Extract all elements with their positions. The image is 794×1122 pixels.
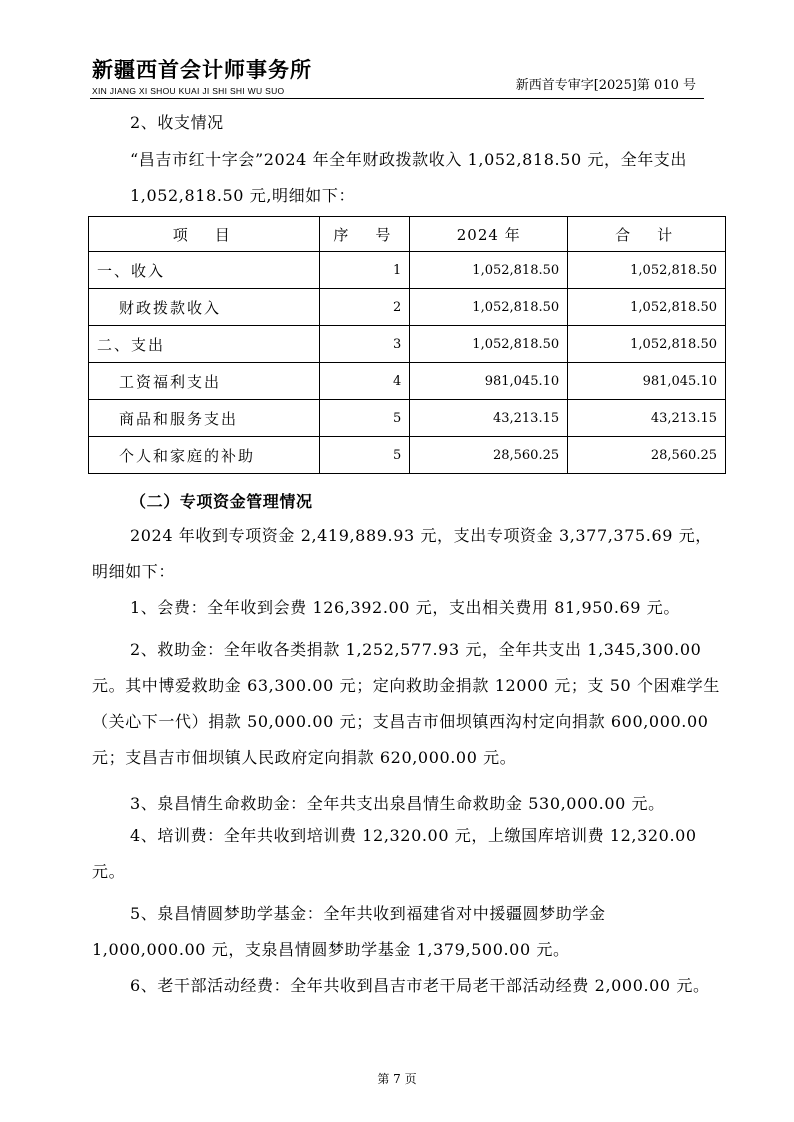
table-row xyxy=(89,437,726,474)
special-item-membership: 1、会费：全年收到会费 126,392.00 元，支出相关费用 81,950.69 元。 xyxy=(130,598,680,617)
table-header-row xyxy=(89,217,726,252)
row-total: 28,560.25 xyxy=(568,437,726,474)
row-seq: 5 xyxy=(320,437,410,474)
document-number: 新西首专审字[2025]第 010 号 xyxy=(515,78,696,93)
table-row xyxy=(89,326,726,363)
table-row xyxy=(89,289,726,326)
header-total: 合 计 xyxy=(568,217,726,252)
row-seq: 2 xyxy=(320,289,410,326)
row-item: 二、支出 xyxy=(89,326,320,363)
special-item-scholarship: 5、泉昌情圆梦助学基金：全年共收到福建省对中援疆圆梦助学金 1,000,000.00 元，支泉昌情圆梦助学基金 1,379,500.00 元。 xyxy=(92,904,606,959)
firm-header xyxy=(92,58,312,96)
row-seq: 4 xyxy=(320,363,410,400)
row-item: 个人和家庭的补助 xyxy=(89,437,320,474)
table-row xyxy=(89,252,726,289)
special-funds-heading: （二）专项资金管理情况 xyxy=(130,492,313,511)
row-2024: 28,560.25 xyxy=(410,437,568,474)
income-paragraph-text: “昌吉市红十字会”2024 年全年财政拨款收入 1,052,818.50 元，全年支出 1,052,818.50 元,明细如下： xyxy=(130,150,688,205)
row-total: 1,052,818.50 xyxy=(568,252,726,289)
income-paragraph xyxy=(92,142,758,214)
row-seq: 5 xyxy=(320,400,410,437)
income-expense-table xyxy=(88,216,726,474)
row-2024: 1,052,818.50 xyxy=(410,326,568,363)
special-item-training: 4、培训费：全年共收到培训费 12,320.00 元，上缴国库培训费 12,320.00 元。 xyxy=(92,826,697,881)
special-funds-intro: 2024 年收到专项资金 2,419,889.93 元，支出专项资金 3,377,375.69 元，明细如下： xyxy=(92,526,712,581)
header-seq: 序 号 xyxy=(320,217,410,252)
row-total: 43,213.15 xyxy=(568,400,726,437)
row-item: 商品和服务支出 xyxy=(89,400,320,437)
firm-name: 新疆西首会计师事务所 xyxy=(92,58,312,82)
header-2024: 2024 年 xyxy=(410,217,568,252)
table-row xyxy=(89,400,726,437)
firm-pinyin: XIN JIANG XI SHOU KUAI JI SHI SHI WU SUO xyxy=(92,86,285,96)
row-item: 工资福利支出 xyxy=(89,363,320,400)
row-total: 1,052,818.50 xyxy=(568,289,726,326)
row-2024: 981,045.10 xyxy=(410,363,568,400)
row-total: 981,045.10 xyxy=(568,363,726,400)
row-2024: 1,052,818.50 xyxy=(410,289,568,326)
row-item: 财政拨款收入 xyxy=(89,289,320,326)
special-item-relief: 2、救助金：全年收各类捐款 1,252,577.93 元，全年共支出 1,345,300.00 元。其中博爱救助金 63,300.00 元；定向救助金捐款 12000 元；支 50 个困难学生（关心下一代）捐款 50,000.00 元；支昌吉市佃坝镇西沟村定向捐款 600,000.00 元；支昌吉市佃坝镇人民政府定向捐款 620,000.00 元。 xyxy=(92,640,721,767)
row-seq: 1 xyxy=(320,252,410,289)
row-total: 1,052,818.50 xyxy=(568,326,726,363)
row-2024: 43,213.15 xyxy=(410,400,568,437)
page-number: 第 7 页 xyxy=(377,1072,417,1086)
row-2024: 1,052,818.50 xyxy=(410,252,568,289)
special-item-veteran-cadre: 6、老干部活动经费：全年共收到昌吉市老干局老干部活动经费 2,000.00 元。 xyxy=(130,976,710,995)
header-item: 项 目 xyxy=(89,217,320,252)
income-heading: 2、收支情况 xyxy=(130,113,224,132)
row-seq: 3 xyxy=(320,326,410,363)
row-item: 一、收入 xyxy=(89,252,320,289)
table-row xyxy=(89,363,726,400)
header-divider xyxy=(90,98,704,99)
special-item-life-rescue: 3、泉昌情生命救助金：全年共支出泉昌情生命救助金 530,000.00 元。 xyxy=(130,794,665,813)
